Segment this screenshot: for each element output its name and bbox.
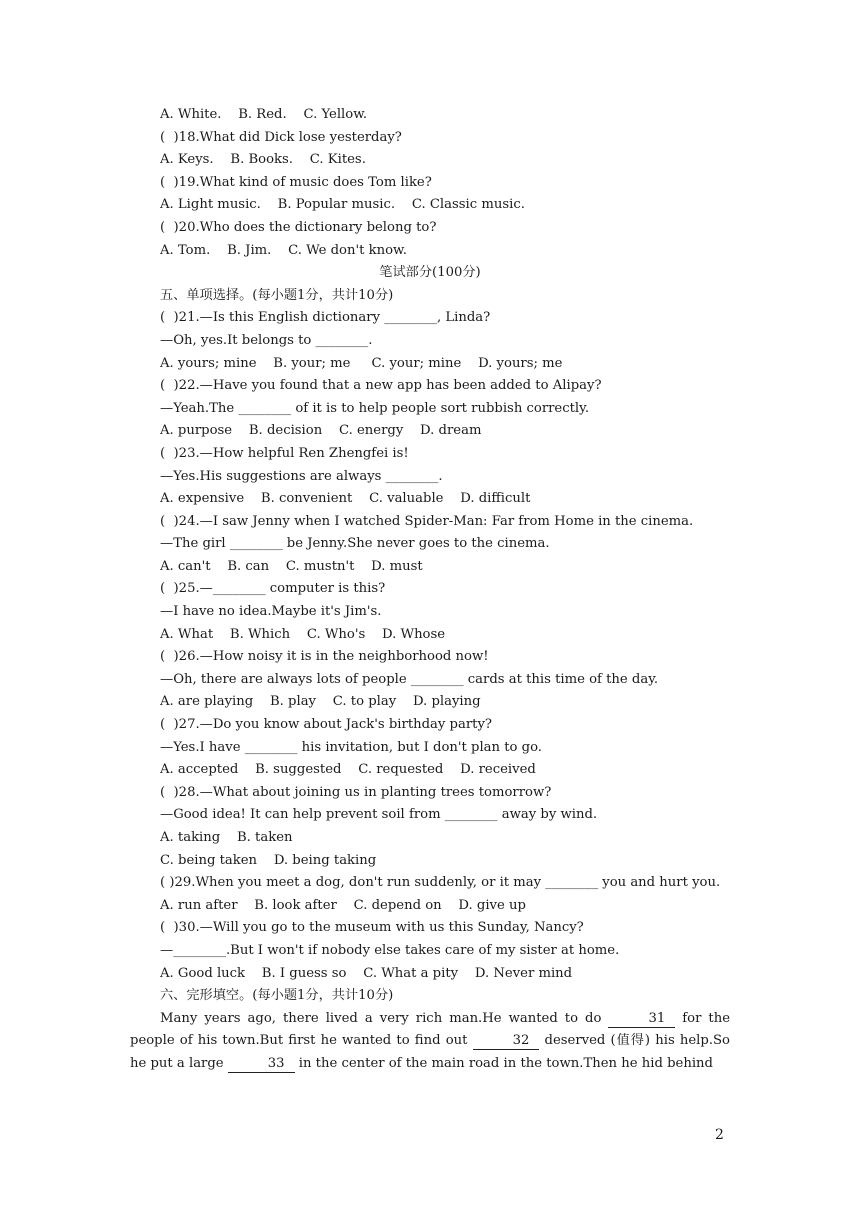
question-29: ( )29.When you meet a dog, don't run suddenly, or it may ________ you and hurt you. <box>160 875 721 891</box>
passage-text-3: deserved (值得) his help.So he put a large <box>130 1033 730 1071</box>
blank-31: 31 <box>608 1011 675 1028</box>
answer-options-25: A. What B. Which C. Who's D. Whose <box>160 626 446 642</box>
question-26: ( )26.—How noisy it is in the neighborhood now! <box>160 649 489 665</box>
passage-text-4: in the center of the main road in the town.Then he hid behind <box>294 1055 713 1071</box>
blank-33: 33 <box>228 1056 295 1073</box>
page-content <box>130 104 730 1076</box>
question-30-dialog: —________.But I won't if nobody else takes care of my sister at home. <box>160 942 620 958</box>
question-28: ( )28.—What about joining us in planting trees tomorrow? <box>160 784 552 800</box>
passage-text-2: for the people of his town.But first he wanted to find out <box>130 1010 730 1049</box>
question-21: ( )21.—Is this English dictionary ________, Linda? <box>160 310 491 326</box>
question-18: ( )18.What did Dick lose yesterday? <box>160 129 402 145</box>
question-20: ( )20.Who does the dictionary belong to? <box>160 219 437 235</box>
cloze-passage <box>130 1008 730 1076</box>
question-24: ( )24.—I saw Jenny when I watched Spider-Man: Far from Home in the cinema. <box>160 513 694 529</box>
section-heading-5: 五、单项选择。(每小题1分，共计10分) <box>160 287 394 303</box>
answer-options-22: A. purpose B. decision C. energy D. dream <box>160 423 482 439</box>
question-21-dialog: —Oh, yes.It belongs to ________. <box>160 332 373 348</box>
blank-32: 32 <box>473 1033 540 1050</box>
question-27-dialog: —Yes.I have ________ his invitation, but I don't plan to go. <box>160 739 542 755</box>
answer-options-26: A. are playing B. play C. to play D. playing <box>160 694 481 710</box>
answer-options-20: A. Tom. B. Jim. C. We don't know. <box>160 242 407 258</box>
answer-options-17: A. White. B. Red. C. Yellow. <box>160 107 368 122</box>
passage-text-1: Many years ago, there lived a very rich man.He wanted to do <box>160 1010 609 1026</box>
answer-options-30: A. Good luck B. I guess so C. What a pity D. Never mind <box>160 965 573 981</box>
question-26-dialog: —Oh, there are always lots of people ________ cards at this time of the day. <box>160 671 659 687</box>
section-title-written: 笔试部分(100分) <box>379 265 481 281</box>
question-23: ( )23.—How helpful Ren Zhengfei is! <box>160 445 409 461</box>
question-19: ( )19.What kind of music does Tom like? <box>160 174 432 190</box>
answer-options-21: A. yours; mine B. your; me C. your; mine D. yours; me <box>160 355 563 371</box>
page-number: 2 <box>715 1127 724 1143</box>
answer-options-23: A. expensive B. convenient C. valuable D. difficult <box>160 491 531 507</box>
question-22: ( )22.—Have you found that a new app has been added to Alipay? <box>160 378 602 394</box>
question-23-dialog: —Yes.His suggestions are always ________. <box>160 468 443 484</box>
answer-options-18: A. Keys. B. Books. C. Kites. <box>160 152 366 168</box>
section-heading-6: 六、完形填空。(每小题1分，共计10分) <box>160 988 394 1004</box>
question-30: ( )30.—Will you go to the museum with us this Sunday, Nancy? <box>160 920 584 936</box>
answer-options-29: A. run after B. look after C. depend on D. give up <box>160 897 526 913</box>
answer-options-28-cd: C. being taken D. being taking <box>160 852 377 868</box>
question-28-dialog: —Good idea! It can help prevent soil from ________ away by wind. <box>160 807 598 823</box>
question-24-dialog: —The girl ________ be Jenny.She never goes to the cinema. <box>160 536 550 552</box>
answer-options-24: A. can't B. can C. mustn't D. must <box>160 558 423 574</box>
question-27: ( )27.—Do you know about Jack's birthday party? <box>160 717 492 733</box>
answer-options-27: A. accepted B. suggested C. requested D. received <box>160 762 536 778</box>
answer-options-28-ab: A. taking B. taken <box>160 830 293 845</box>
question-25-dialog: —I have no idea.Maybe it's Jim's. <box>160 604 382 620</box>
answer-options-19: A. Light music. B. Popular music. C. Classic music. <box>160 197 525 213</box>
question-22-dialog: —Yeah.The ________ of it is to help people sort rubbish correctly. <box>160 400 590 416</box>
question-25: ( )25.—________ computer is this? <box>160 581 386 597</box>
